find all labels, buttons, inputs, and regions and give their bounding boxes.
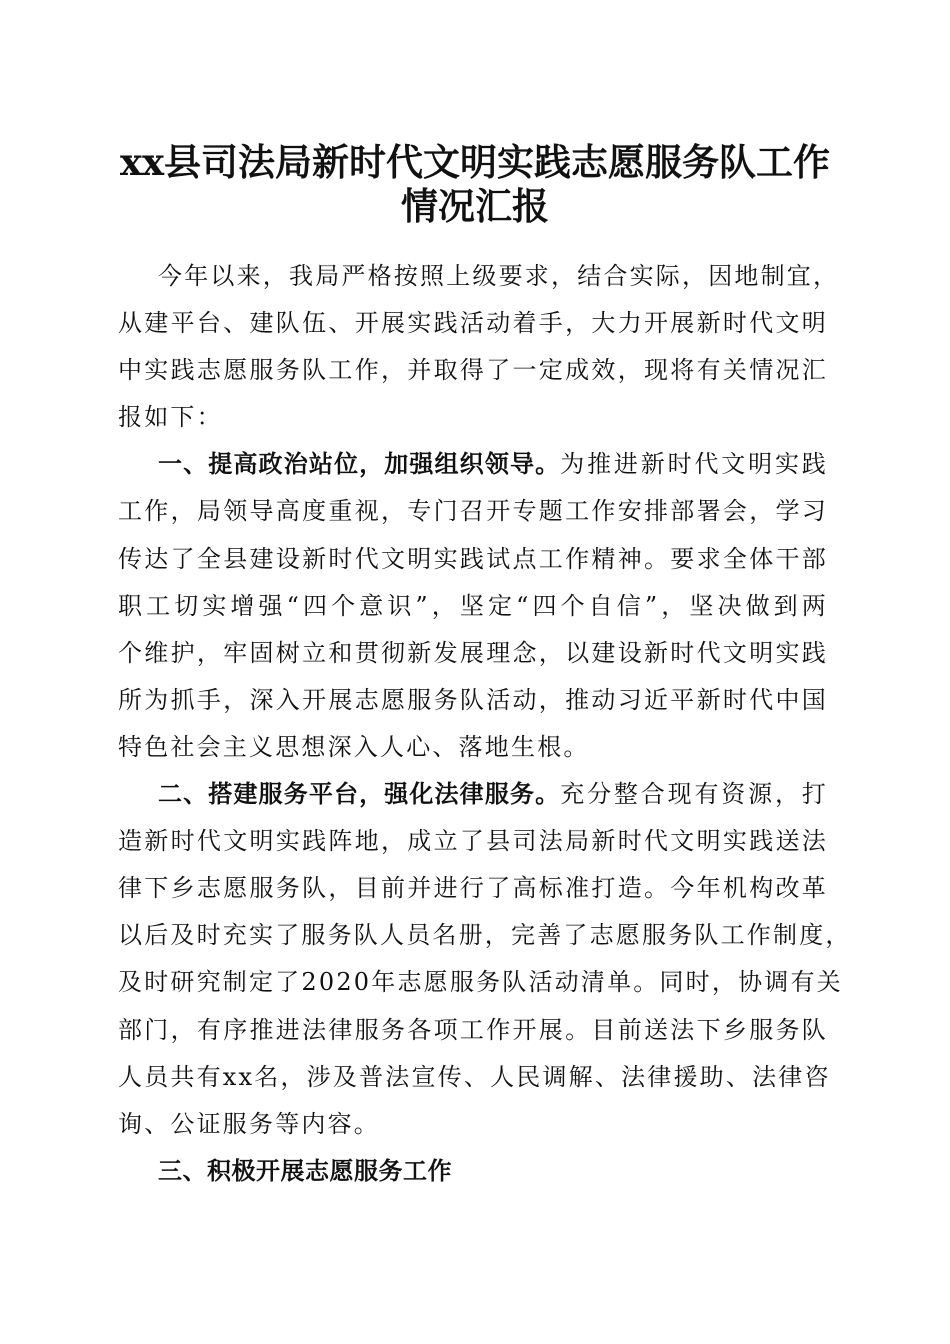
document-title-line-1: xx县司法局新时代文明实践志愿服务队工作 bbox=[119, 140, 831, 184]
text-line: 询、公证服务等内容。 bbox=[118, 1109, 380, 1138]
text-line: 今年以来，我局严格按照上级要求，结合实际，因地制宜， bbox=[158, 262, 840, 290]
section-1-first-line-text: 为推进新时代文明实践 bbox=[560, 450, 829, 479]
section-2-paragraph bbox=[118, 771, 852, 1148]
section-3-heading: 三、积极开展志愿服务工作 bbox=[158, 1156, 452, 1185]
text-line: 律下乡志愿服务队，目前并进行了高标准打造。今年机构改革 bbox=[118, 874, 828, 903]
section-1-paragraph bbox=[118, 441, 828, 771]
section-2-first-line-text: 充分整合现有资源，打 bbox=[560, 780, 829, 809]
text-line: 从建平台、建队伍、开展实践活动着手，大力开展新时代文明 bbox=[118, 309, 828, 338]
text-line: 以后及时充实了服务队人员名册，完善了志愿服务队工作制度， bbox=[118, 921, 852, 950]
document-body bbox=[118, 253, 852, 1195]
section-1-heading: 一、提高政治站位，加强组织领导。 bbox=[158, 450, 561, 479]
text-line: 特色社会主义思想深入人心、落地生根。 bbox=[118, 732, 590, 761]
section-3-paragraph bbox=[118, 1148, 828, 1195]
section-2-heading: 二、搭建服务平台，强化法律服务。 bbox=[158, 780, 561, 809]
text-line: 及时研究制定了2020年志愿服务队活动清单。同时，协调有关 bbox=[118, 968, 843, 997]
section-1-first-line bbox=[118, 441, 828, 488]
text-line: 个维护，牢固树立和贯彻新发展理念，以建设新时代文明实践 bbox=[118, 638, 828, 667]
text-line: 工作，局领导高度重视，专门召开专题工作安排部署会，学习 bbox=[118, 497, 828, 526]
section-2-first-line bbox=[118, 771, 828, 818]
text-line: 传达了全县建设新时代文明实践试点工作精神。要求全体干部 bbox=[118, 544, 828, 573]
text-line: 中实践志愿服务队工作，并取得了一定成效，现将有关情况汇 bbox=[118, 356, 828, 385]
text-line: 部门，有序推进法律服务各项工作开展。目前送法下乡服务队 bbox=[118, 1015, 828, 1044]
text-line: 报如下： bbox=[118, 403, 223, 432]
text-line: 造新时代文明实践阵地，成立了县司法局新时代文明实践送法 bbox=[118, 827, 828, 856]
text-line: 职工切实增强“四个意识”，坚定“四个自信”，坚决做到两 bbox=[118, 591, 828, 620]
intro-paragraph bbox=[118, 253, 840, 441]
section-3-first-line bbox=[118, 1148, 828, 1195]
document-title-line-2: 情况汇报 bbox=[401, 184, 549, 228]
text-line: 人员共有xx名，涉及普法宣传、人民调解、法律援助、法律咨 bbox=[118, 1062, 831, 1091]
text-line: 所为抓手，深入开展志愿服务队活动，推动习近平新时代中国 bbox=[118, 685, 828, 714]
